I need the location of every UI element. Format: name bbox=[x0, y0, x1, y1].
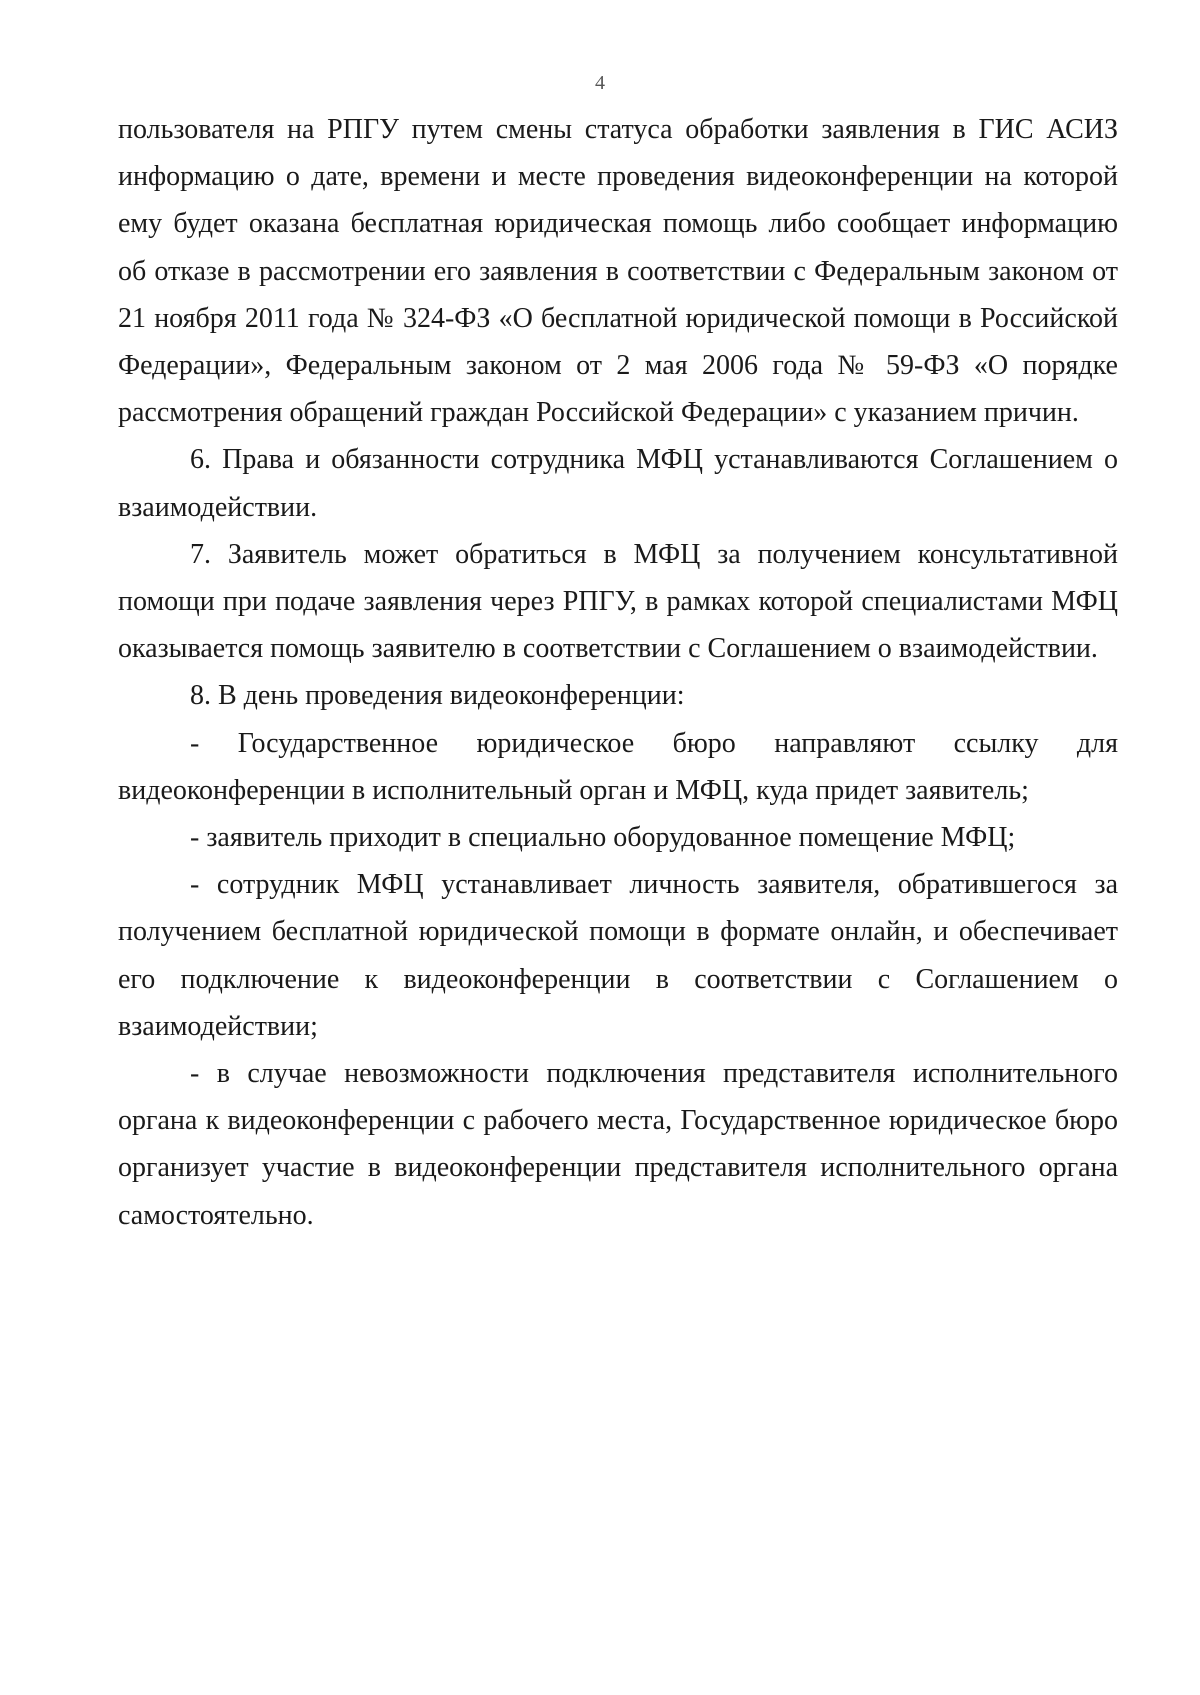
paragraph-6: 6. Права и обязанности сотрудника МФЦ устанавливаются Соглашением о взаимодействии. bbox=[118, 444, 1118, 523]
list-item-bureau: - Государственное юридическое бюро направляют ссылку для видеоконференции в исполнительный орган и МФЦ, куда придет заявитель; bbox=[118, 727, 1118, 806]
paragraph-continuation: пользователя на РПГУ путем смены статуса обработки заявления в ГИС АСИЗ информацию о дате, времени и месте проведения видеоконференции на которой ему будет оказана бесплатная юридическая помощь либо сообщает информацию об отказе в рассмотрении его заявления в соответствии с Федеральным законом от 21 ноября 2011 года № 324-ФЗ «О бесплатной юридической помощи в Российской Федерации», Федеральным законом от 2 мая 2006 года № 59-ФЗ «О порядке рассмотрения обращений граждан Российской Федерации» с указанием причин. bbox=[118, 114, 1118, 429]
paragraph-8: 8. В день проведения видеоконференции: bbox=[190, 680, 685, 712]
list-item-applicant: - заявитель приходит в специально оборудованное помещение МФЦ; bbox=[190, 822, 1016, 854]
list-item-fallback: - в случае невозможности подключения представителя исполнительного органа к видеоконференции с рабочего места, Государственное юридическое бюро организует участие в видеоконференции представителя исполнительного органа самостоятельно. bbox=[118, 1058, 1118, 1231]
page-number: 4 bbox=[595, 72, 605, 94]
list-item-employee: - сотрудник МФЦ устанавливает личность заявителя, обратившегося за получением бесплатной юридической помощи в формате онлайн, и обеспечивает его подключение к видеоконференции в соответствии с Соглашением о взаимодействии; bbox=[118, 869, 1118, 1042]
paragraph-7: 7. Заявитель может обратиться в МФЦ за получением консультативной помощи при подаче заявления через РПГУ, в рамках которой специалистами МФЦ оказывается помощь заявителю в соответствии с Соглашением о взаимодействии. bbox=[118, 538, 1118, 665]
document-body bbox=[118, 106, 1118, 1239]
